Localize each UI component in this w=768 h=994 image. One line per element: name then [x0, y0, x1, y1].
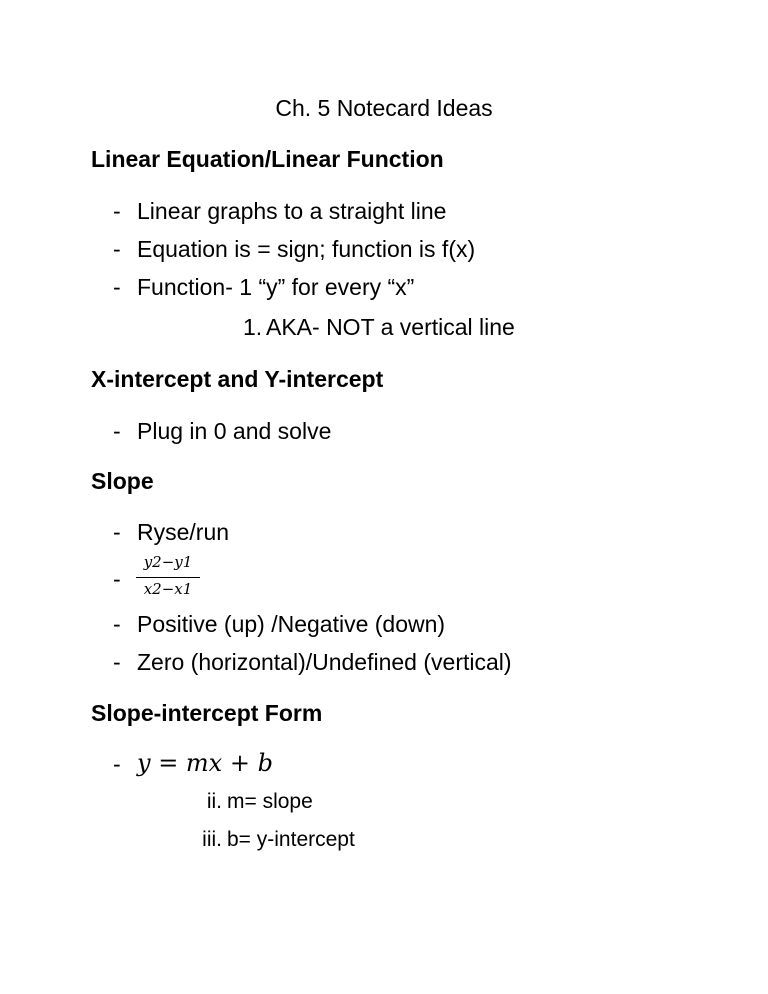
- bullet-dash: -: [113, 274, 121, 300]
- list-item: Plug in 0 and solve: [137, 418, 332, 444]
- sub-item: AKA- NOT a vertical line: [266, 314, 515, 340]
- section-heading-slope: Slope: [91, 468, 154, 494]
- section-heading-slope-intercept: Slope-intercept Form: [91, 700, 323, 726]
- list-item: Linear graphs to a straight line: [137, 198, 447, 224]
- fraction-denominator: x2−x1: [143, 580, 193, 598]
- fraction-numerator: y2−y1: [143, 553, 193, 571]
- list-item: Positive (up) /Negative (down): [137, 611, 446, 637]
- sub-item: b= y-intercept: [227, 828, 355, 851]
- bullet-dash: -: [113, 519, 121, 545]
- list-item: Function- 1 “y” for every “x”: [137, 274, 415, 300]
- bullet-dash: -: [113, 649, 121, 675]
- section-heading-linear: Linear Equation/Linear Function: [91, 146, 444, 172]
- page-title: Ch. 5 Notecard Ideas: [275, 95, 493, 121]
- sub-item-marker: iii.: [202, 828, 222, 851]
- bullet-dash: -: [113, 236, 121, 262]
- slope-fraction: [136, 553, 200, 603]
- bullet-dash: -: [113, 566, 121, 592]
- section-heading-intercepts: X-intercept and Y-intercept: [91, 366, 384, 392]
- sub-item-marker: 1.: [243, 314, 263, 340]
- list-item: Ryse/run: [137, 519, 230, 545]
- bullet-dash: -: [113, 751, 121, 777]
- list-item: Equation is = sign; function is f(x): [137, 236, 476, 262]
- bullet-dash: -: [113, 418, 121, 444]
- sub-item-marker: ii.: [206, 790, 222, 813]
- slope-intercept-formula: y = mx + b: [137, 749, 273, 777]
- fraction-bar: [136, 577, 200, 578]
- list-item: Zero (horizontal)/Undefined (vertical): [137, 649, 512, 675]
- bullet-dash: -: [113, 198, 121, 224]
- sub-item: m= slope: [227, 790, 313, 813]
- bullet-dash: -: [113, 611, 121, 637]
